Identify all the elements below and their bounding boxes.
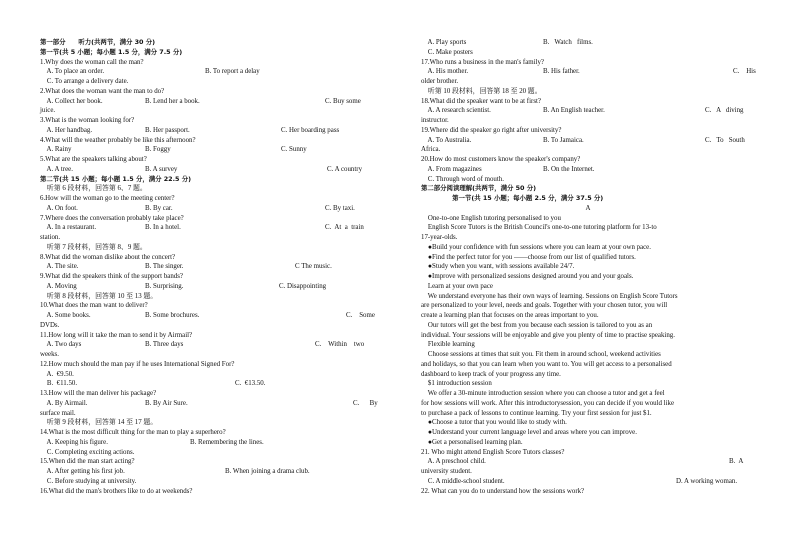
option-text: A. To Australia. bbox=[421, 136, 472, 144]
options-line bbox=[40, 145, 374, 155]
option-text: A. The site. bbox=[40, 263, 79, 271]
option-text: B. A survey bbox=[145, 165, 178, 173]
text-line: DVDs. bbox=[40, 321, 60, 329]
option-text: A. His mother. bbox=[421, 68, 469, 76]
options-line bbox=[421, 136, 755, 146]
options-line bbox=[40, 399, 378, 409]
text-line: 11.How long will it take the man to send it by Airmail? bbox=[40, 331, 193, 339]
section-heading: 第一节(共 5 小题；每小题 1.5 分，满分 7.5 分) bbox=[40, 47, 183, 56]
option-text: B. Watch films. bbox=[543, 39, 593, 46]
option-text: C. Her boarding pass bbox=[281, 126, 340, 134]
option-text: A. In a restaurant. bbox=[40, 224, 97, 232]
text-line: 5.What are the speakers talking about? bbox=[40, 156, 147, 163]
text-line: We offer a 30-minute introduction session where you can choose a tutor and get a feel bbox=[421, 390, 665, 397]
text-line: ●Build your confidence with fun sessions where you can learn at your own pace. bbox=[421, 243, 651, 251]
option-text: B. In a hotel. bbox=[145, 224, 181, 232]
text-line: 2.What does the woman want the man to do? bbox=[40, 87, 165, 95]
options-line bbox=[40, 223, 374, 233]
text-line: Learn at your own pace bbox=[421, 282, 493, 290]
option-text: A. From magazines bbox=[421, 165, 482, 173]
option-text: A. By Airmail. bbox=[40, 399, 88, 407]
option-text: A. Collect her book. bbox=[40, 97, 103, 105]
option-text: A. To place an order. bbox=[40, 68, 105, 76]
text-line: 6.How will the woman go to the meeting center? bbox=[40, 195, 175, 202]
text-line: ●Find the perfect tutor for you ——choose from our list of qualified tutors. bbox=[421, 253, 636, 261]
text-line: 17.Who runs a business in the man's family? bbox=[421, 58, 544, 66]
option-text: A. Moving bbox=[40, 282, 77, 290]
section-heading: 第一部分 听力(共两节，满分 30 分) bbox=[40, 38, 156, 46]
option-text: C. By bbox=[353, 399, 378, 407]
text-line: 14.What is the most difficult thing for the man to play a superhero? bbox=[40, 429, 226, 436]
text-line: 10.What does the man want to deliver? bbox=[40, 302, 148, 310]
option-text: B. Surprising. bbox=[145, 282, 184, 290]
text-line: 12.How much should the man pay if he uses International Signed For? bbox=[40, 360, 235, 368]
option-text: B. To Jamaica. bbox=[543, 136, 584, 144]
option-text: C. Some bbox=[346, 312, 375, 319]
option-text: C. By taxi. bbox=[325, 204, 355, 212]
text-line: instructor. bbox=[421, 117, 449, 124]
option-text: C. A country bbox=[327, 165, 363, 173]
text-line: Our tutors will get the best from you because each session is tailored to you as an bbox=[421, 321, 653, 329]
option-text: C. A diving bbox=[705, 107, 744, 115]
options-line bbox=[40, 340, 374, 350]
option-text: C. At a train bbox=[325, 224, 364, 232]
option-text: A. Keeping his figure. bbox=[40, 438, 108, 446]
option-text: C. Within two bbox=[315, 341, 365, 349]
text-line: One-to-one English tutoring personalised to you bbox=[421, 214, 561, 222]
options-line bbox=[40, 262, 374, 272]
text-line: dashboard to keep track of your progress any time. bbox=[421, 370, 561, 378]
options-line bbox=[421, 165, 755, 175]
options-line bbox=[421, 106, 755, 116]
option-text: A. Some books. bbox=[40, 312, 91, 319]
text-line: Choose sessions at times that suit you. Fit them in around school, weekend activities bbox=[421, 351, 661, 358]
text-line: individual. Your sessions will be enjoyable and give you plenty of time to practise speaking. bbox=[421, 331, 675, 339]
text-line: $1 introduction session bbox=[421, 380, 492, 388]
text-line: 16.What did the man's brothers like to do at weekends? bbox=[40, 487, 193, 495]
option-text: B. By car. bbox=[145, 204, 173, 212]
option-text: B. On the Internet. bbox=[543, 165, 595, 173]
text-line: C. Through word of mouth. bbox=[421, 175, 504, 183]
options-line bbox=[40, 438, 374, 448]
options-line bbox=[40, 370, 374, 380]
text-line: C. Make posters bbox=[421, 48, 473, 56]
text-line: juice. bbox=[40, 107, 56, 115]
option-text: A. Her handbag. bbox=[40, 126, 93, 134]
text-line: We understand everyone has their own ways of learning. Sessions on English Score Tutors bbox=[421, 292, 678, 300]
text-line: to purchase a pack of lessons to continue learning. Try your first session for just $1. bbox=[421, 409, 652, 417]
text-line: 3.What is the woman looking for? bbox=[40, 117, 135, 124]
options-line bbox=[421, 457, 755, 467]
text-line: are personalized to your level, needs and goals. Together with your chosen tutor, you will bbox=[421, 302, 668, 310]
options-line bbox=[421, 477, 755, 487]
text-line: and holidays, so that you can learn when you want to. You will get access to a personalised bbox=[421, 360, 672, 368]
options-line bbox=[40, 126, 374, 136]
option-text: A. Two days bbox=[40, 341, 82, 349]
text-line: Africa. bbox=[421, 146, 441, 154]
text-line: 19.Where did the speaker go right after university? bbox=[421, 126, 562, 134]
option-text: B. A bbox=[729, 458, 744, 466]
options-line bbox=[40, 379, 374, 389]
text-line: ●Understand your current language level and areas where you can improve. bbox=[421, 429, 637, 436]
options-line bbox=[40, 311, 374, 321]
options-line bbox=[40, 165, 374, 175]
text-line: Flexible learning bbox=[421, 341, 475, 349]
option-text: B. An English teacher. bbox=[543, 107, 605, 115]
option-text: B. Three days bbox=[145, 341, 184, 349]
text-line: 听第 8 段材料，回答第 10 至 13 题。 bbox=[40, 292, 158, 300]
text-line: 听第 6 段材料，回答第 6、7 题。 bbox=[40, 185, 147, 193]
text-line: C. Before studying at university. bbox=[40, 477, 137, 485]
text-line: 15.When did the man start acting? bbox=[40, 458, 135, 466]
option-text: C. €13.50. bbox=[235, 380, 266, 388]
text-line: 听第 10 段材料，回答第 18 至 20 题。 bbox=[421, 87, 542, 95]
option-text: A. Rainy bbox=[40, 146, 72, 154]
option-text: A. On foot. bbox=[40, 204, 78, 212]
text-line: 20.How do most customers know the speaker's company? bbox=[421, 156, 581, 163]
text-line: ●Improve with personalized sessions designed around you and your goals. bbox=[421, 273, 634, 280]
option-text: C. A middle-school student. bbox=[421, 477, 505, 485]
option-text: C. Buy some bbox=[325, 97, 361, 105]
text-line: station. bbox=[40, 234, 61, 241]
text-line: 13.How will the man deliver his package? bbox=[40, 390, 157, 397]
option-text: C. His bbox=[733, 68, 756, 76]
text-line: surface mail. bbox=[40, 409, 76, 417]
passage-title: A bbox=[585, 204, 591, 212]
option-text: B. Remembering the lines. bbox=[190, 438, 264, 446]
option-text: B. His father. bbox=[543, 68, 580, 76]
left-column bbox=[40, 38, 378, 496]
text-line: 18.What did the speaker want to be at first? bbox=[421, 97, 541, 105]
option-text: B. Foggy bbox=[145, 146, 171, 154]
section-heading: 第二部分阅读理解(共两节，满分 50 分) bbox=[421, 184, 537, 193]
text-line: 1.Why does the woman call the man? bbox=[40, 58, 144, 66]
text-line: create a learning plan that focuses on the areas important to you. bbox=[421, 312, 599, 319]
text-line: 8.What did the woman dislike about the concert? bbox=[40, 253, 176, 261]
option-text: D. A working woman. bbox=[676, 477, 738, 485]
options-line bbox=[40, 282, 374, 292]
text-line: 22. What can you do to understand how the sessions work? bbox=[421, 487, 585, 495]
text-line: C. To arrange a delivery date. bbox=[40, 78, 129, 85]
text-line: ●Choose a tutor that you would like to study with. bbox=[421, 419, 567, 427]
option-text: C The music. bbox=[295, 263, 332, 271]
text-line: 9.What did the speakers think of the support bands? bbox=[40, 273, 183, 280]
text-line: 17-year-olds. bbox=[421, 234, 458, 241]
options-line bbox=[40, 97, 374, 107]
text-line: university student. bbox=[421, 468, 472, 475]
text-line: weeks. bbox=[40, 351, 59, 358]
options-line bbox=[421, 38, 755, 48]
option-text: C. Disappointing bbox=[279, 282, 327, 290]
option-text: A. A tree. bbox=[40, 165, 73, 173]
options-line bbox=[40, 467, 374, 477]
text-line: 21. Who might attend English Score Tutors classes? bbox=[421, 448, 565, 456]
text-line: 听第 9 段材料，回答第 14 至 17 题。 bbox=[40, 419, 158, 427]
text-line: ●Get a personalised learning plan. bbox=[421, 438, 523, 446]
text-line: for how sessions will work. After this introductorysession, you can decide if you would like bbox=[421, 399, 675, 407]
text-line: older brother. bbox=[421, 78, 459, 85]
text-line: 4.What will the weather probably be like this afternoon? bbox=[40, 136, 196, 144]
option-text: B. By Air Sure. bbox=[145, 399, 188, 407]
option-text: B. When joining a drama club. bbox=[225, 468, 310, 475]
option-text: B. €11.50. bbox=[40, 380, 78, 388]
option-text: B. The singer. bbox=[145, 263, 184, 271]
option-text: A. A preschool child. bbox=[421, 458, 486, 466]
options-line bbox=[40, 67, 374, 77]
option-text: A. After getting his first job. bbox=[40, 468, 125, 475]
option-text: C. Sunny bbox=[281, 146, 307, 154]
right-column bbox=[421, 38, 755, 496]
text-line: ●Study when you want, with sessions available 24/7. bbox=[421, 263, 575, 271]
text-line: English Score Tutors is the British Council's one-to-one tutoring platform for 13-to bbox=[421, 224, 657, 232]
section-heading: 第一节(共 15 小题；每小题 2.5 分，满分 37.5 分) bbox=[421, 194, 604, 202]
option-text: A. Play sports bbox=[421, 39, 467, 46]
option-text: C. To South bbox=[705, 136, 745, 144]
option-text: B. Lend her a book. bbox=[145, 97, 200, 105]
options-line bbox=[421, 67, 755, 77]
options-line bbox=[40, 204, 374, 214]
option-text: A. €9.50. bbox=[40, 370, 74, 378]
option-text: B. Some brochures. bbox=[145, 312, 200, 319]
text-line: C. Completing exciting actions. bbox=[40, 448, 135, 456]
section-heading: 第二节(共 15 小题；每小题 1.5 分，满分 22.5 分) bbox=[40, 174, 192, 183]
option-text: A. A research scientist. bbox=[421, 107, 491, 115]
option-text: B. To report a delay bbox=[205, 68, 260, 76]
text-line: 7.Where does the conversation probably take place? bbox=[40, 214, 184, 222]
option-text: B. Her passport. bbox=[145, 126, 190, 134]
text-line: 听第 7 段材料，回答第 8、9 题。 bbox=[40, 243, 147, 251]
